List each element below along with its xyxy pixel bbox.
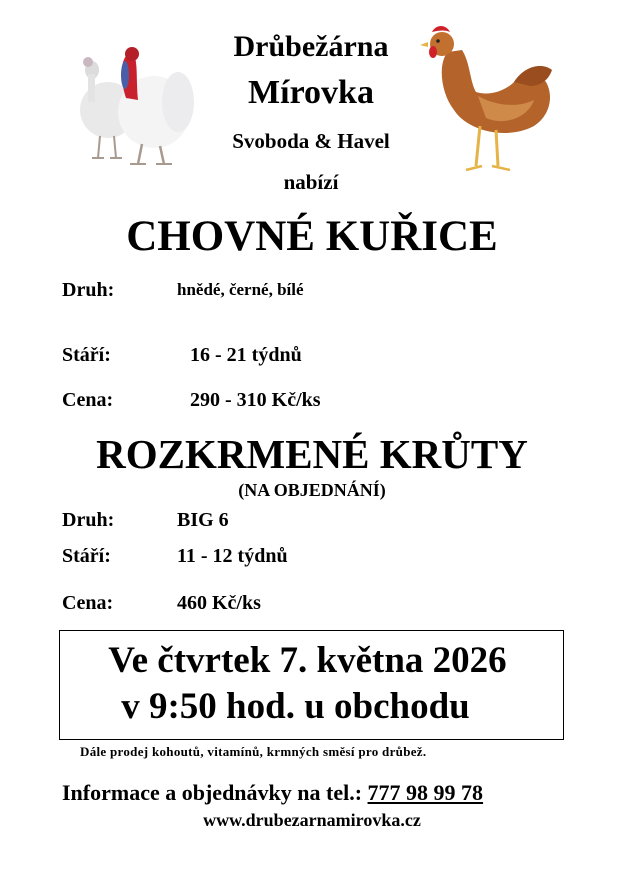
company-name-line1: Drůbežárna bbox=[233, 30, 389, 63]
chickens-price-label: Cena: bbox=[62, 389, 114, 411]
turkeys-title: ROZKRMENÉ KRŮTY bbox=[96, 431, 528, 477]
turkeys-subtitle: (NA OBJEDNÁNÍ) bbox=[238, 480, 386, 500]
turkeys-breed-value: BIG 6 bbox=[177, 509, 229, 531]
turkeys-age-label: Stáří: bbox=[62, 545, 111, 567]
offers-label: nabízí bbox=[283, 170, 339, 194]
chickens-breed-value: hnědé, černé, bílé bbox=[177, 280, 304, 299]
sale-date-box bbox=[59, 630, 564, 740]
phone-number[interactable]: 777 98 99 78 bbox=[367, 780, 484, 805]
turkeys-age-value: 11 - 12 týdnů bbox=[177, 545, 288, 567]
chickens-title: CHOVNÉ KUŘICE bbox=[126, 213, 498, 260]
contact-line bbox=[62, 780, 483, 806]
sale-time-place: v 9:50 hod. u obchodu bbox=[121, 686, 470, 727]
chickens-price-value: 290 - 310 Kč/ks bbox=[190, 389, 321, 411]
turkey-image bbox=[68, 40, 198, 170]
chickens-age-value: 16 - 21 týdnů bbox=[190, 344, 302, 366]
turkeys-breed-label: Druh: bbox=[62, 509, 115, 531]
chickens-breed-label: Druh: bbox=[62, 279, 115, 301]
turkeys-price-label: Cena: bbox=[62, 592, 114, 614]
company-owners: Svoboda & Havel bbox=[232, 129, 390, 153]
chickens-age-label: Stáří: bbox=[62, 344, 111, 366]
company-name-line2: Mírovka bbox=[248, 74, 374, 111]
extra-products-note: Dále prodej kohoutů, vitamínů, krmných směsí pro drůbež. bbox=[80, 744, 427, 759]
turkeys-price-value: 460 Kč/ks bbox=[177, 592, 261, 614]
contact-label: Informace a objednávky na tel.: bbox=[62, 780, 363, 805]
sale-date: Ve čtvrtek 7. května 2026 bbox=[108, 640, 507, 681]
website-link[interactable]: www.drubezarnamirovka.cz bbox=[203, 810, 421, 830]
